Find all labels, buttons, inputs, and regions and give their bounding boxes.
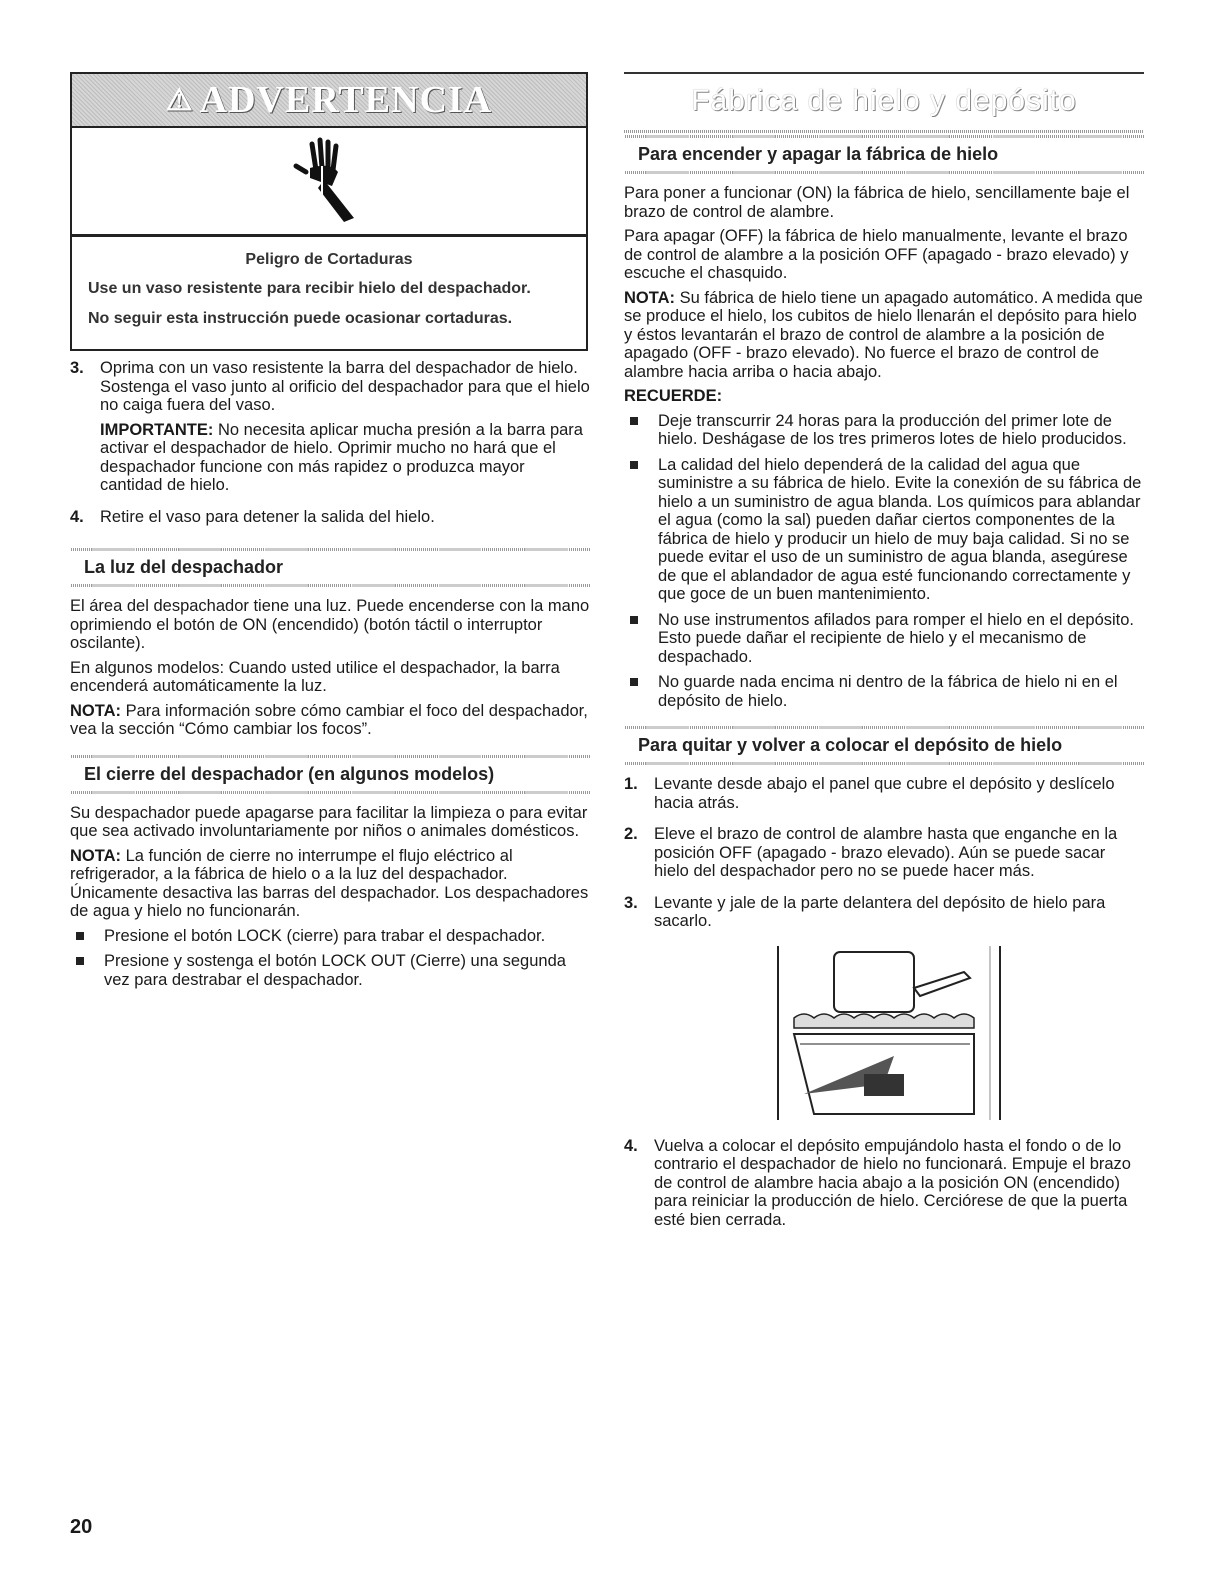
list-item: 4. Vuelva a colocar el depósito empujándolo hasta el fondo o de lo contrario el despachador de hielo no funcionará. Empuje el brazo de control de alambre hacia abajo a la posición ON (encendido) para reiniciar la producción de hielo. Cerciórese de que la puerta esté bien cerrada. bbox=[624, 1136, 1131, 1229]
bullet-icon bbox=[76, 932, 84, 940]
divider bbox=[624, 130, 1144, 133]
right-column: Fábrica de hielo y depósito Para encender y apagar la fábrica de hielo Para poner a funcionar (ON) la fábrica de hielo, sencillamente baje el brazo de control de alambre. Para apagar (OFF) la fábrica de hielo manualmente, levante el brazo de control de alambre a la posición OFF (apagado - brazo elevado) y escuche el chasquido. NOTA: Su fábrica de hielo tiene un apagado automático. A medida que se produce el hielo, los cubitos de hielo llenarán el depósito para hielo y éstos levantarán el brazo de control de alambre a la posición de apagado (OFF - brazo elevado). No fuerce el brazo de control de alambre hacia arriba o hacia abajo. RECUERDE: Deje transcurrir 24 horas para la producción del primer lote de hielo. Deshágase de los tres primeros lotes de hielo producidos. La calidad del hielo dependerá de la calidad del agua que suministre a su fábrica de hielo. Evite la conexión de su fábrica de hielo a un suministro de agua blanda. Los químicos para ablandar el agua (como la sal) pueden dañar ciertos componentes de la fábrica de hielo y producir un hielo de muy baja calidad. Si no se puede evitar el uso de un suministro de agua blanda, asegúrese de que el ablandador de agua esté funcionando correctamente y que goce de un buen mantenimiento. No use instrumentos afilados para romper el hielo en el depósito. Esto puede dañar el recipiente de hielo y el mecanismo de despachado. No guarde nada encima ni dentro de la fábrica de hielo ni en el depósito de hielo. Para quitar y volver a colocar el depósito de hielo 1. Levante desde abajo el panel que cubre el depósito y deslícelo hacia atrás. 2. Eleve el brazo de control de alambre hasta que enganche en la posición OFF (apagado - brazo elevado). Aún se puede sacar hielo del despachador pero no se puede hacer más. 3. Levante y jale de la parte delantera del depósito de hielo para sacarlo. 4. Vuelva a colocar el depósito empujándolo hasta el fondo o de lo contrario el despachador de hielo no funcionará. Empuje el brazo de control de alambre hacia abajo a la posición ON (encendido) para reiniciar la producción de hielo. Cerciórese de que la puerta esté bien cerrada. bbox=[624, 72, 1144, 1242]
bullet-icon bbox=[630, 417, 638, 425]
ice-bin-illustration bbox=[764, 944, 1144, 1129]
warning-body bbox=[72, 237, 586, 349]
bullet-icon bbox=[630, 678, 638, 686]
list-item: Presione y sostenga el botón LOCK OUT (Cierre) una segunda vez para destrabar el despachador. bbox=[70, 952, 590, 989]
list-item: 3. Oprima con un vaso resistente la barra del despachador de hielo. Sostenga el vaso junto al orificio del despachador para que el hielo no caiga fuera del vaso. IMPORTANTE: No necesita aplicar mucha presión a la barra para activar el despachador de hielo. Oprimir mucho no hará que el despachador funcione con más rapidez o produzca mayor cantidad de hielo. bbox=[70, 359, 590, 494]
list-item: 1. Levante desde abajo el panel que cubre el depósito y deslícelo hacia atrás. bbox=[624, 775, 1115, 812]
bullet-icon bbox=[630, 616, 638, 624]
warning-title: ADVERTENCIA bbox=[199, 79, 493, 121]
page-title: Fábrica de hielo y depósito bbox=[624, 72, 1144, 130]
warning-triangle-icon: ⚠ bbox=[165, 83, 194, 117]
section-heading-cierre: El cierre del despachador (en algunos modelos) bbox=[84, 763, 495, 784]
bullet-icon bbox=[76, 957, 84, 965]
section-heading-deposito: Para quitar y volver a colocar el depósito de hielo bbox=[638, 735, 1063, 755]
cierre-bullets bbox=[70, 927, 590, 990]
warning-subtitle: Peligro de Cortaduras bbox=[245, 251, 413, 268]
list-item: Presione el botón LOCK (cierre) para trabar el despachador. bbox=[70, 927, 590, 946]
warning-line-2: No seguir esta instrucción puede ocasionar cortaduras. bbox=[88, 310, 513, 327]
list-item: La calidad del hielo dependerá de la calidad del agua que suministre a su fábrica de hielo. Evite la conexión de su fábrica de hielo a un suministro de agua blanda. Los químicos para ablandar el agua (como la sal) pueden dañar ciertos componentes de la fábrica de hielo y producir un hielo de muy baja calidad. Si no se puede evitar el uso de un suministro de agua blanda, asegúrese de que el ablandador de agua esté funcionando correctamente y que goce de un buen mantenimiento. bbox=[624, 456, 1144, 604]
bin-steps-continued bbox=[624, 1137, 1144, 1236]
bullet-icon bbox=[630, 461, 638, 469]
warning-box bbox=[70, 72, 588, 351]
list-item: 2. Eleve el brazo de control de alambre hasta que enganche en la posición OFF (apagado - brazo elevado). Aún se puede sacar hielo del despachador pero no se puede hacer más. bbox=[624, 825, 1118, 880]
cut-hazard-hand-icon bbox=[72, 128, 586, 237]
list-item: No use instrumentos afilados para romper el hielo en el depósito. Esto puede dañar el recipiente de hielo y el mecanismo de despachado. bbox=[624, 611, 1144, 667]
warning-header bbox=[72, 74, 586, 128]
list-item: No guarde nada encima ni dentro de la fábrica de hielo ni en el depósito de hielo. bbox=[624, 673, 1144, 710]
dispense-steps bbox=[70, 359, 590, 532]
list-item: Deje transcurrir 24 horas para la producción del primer lote de hielo. Deshágase de los tres primeros lotes de hielo producidos. bbox=[624, 412, 1144, 449]
page-number: 20 bbox=[70, 1516, 93, 1538]
recuerde-bullets bbox=[624, 412, 1144, 711]
left-column: ⚠ ADVERTENCIA Peligro de Cortaduras Use un vaso resistente para recibir hielo del despachador. No seguir esta instrucción puede ocasionar cortaduras. 3. Oprima con un vaso resistente la barra del despachador de hielo. Sostenga el vaso junto al orificio del despachador para que el hielo no caiga fuera del vaso. IMPORTANTE: No necesita aplicar mucha presión a la barra para activar el despachador de hielo. Oprimir mucho no hará que el despachador funcione con más rapidez o produzca mayor cantidad de hielo. 4. Retire el vaso para detener la salida del hielo. La luz del despachador El área del despachador tiene una luz. Puede encenderse con la mano oprimiendo el botón de ON (encendido) (botón táctil o interruptor oscilante). En algunos modelos: Cuando usted utilice el despachador, la barra encenderá automáticamente la luz. NOTA: Para información sobre cómo cambiar el foco del despachador, vea la sección “Cómo cambiar los focos”. El cierre del despachador (en algunos modelos) Su despachador puede apagarse para facilitar la limpieza o para evitar que sea activado involuntariamente por niños o animales domésticos. NOTA: La función de cierre no interrumpe el flujo eléctrico al refrigerador, a la fábrica de hielo o a la luz del despachador. Únicamente desactiva las barras del despachador. Los despachadores de agua y hielo no funcionarán. Presione el botón LOCK (cierre) para trabar el despachador. Presione y sostenga el botón LOCK OUT (Cierre) una segunda vez para destrabar el despachador. bbox=[70, 72, 590, 996]
section-heading-luz: La luz del despachador bbox=[84, 557, 284, 577]
list-item: 4. Retire el vaso para detener la salida del hielo. bbox=[70, 507, 435, 526]
section-heading-encender: Para encender y apagar la fábrica de hielo bbox=[638, 144, 999, 164]
warning-line-1: Use un vaso resistente para recibir hielo del despachador. bbox=[88, 280, 531, 297]
bin-steps bbox=[624, 775, 1144, 937]
list-item: 3. Levante y jale de la parte delantera del depósito de hielo para sacarlo. bbox=[624, 893, 1106, 930]
